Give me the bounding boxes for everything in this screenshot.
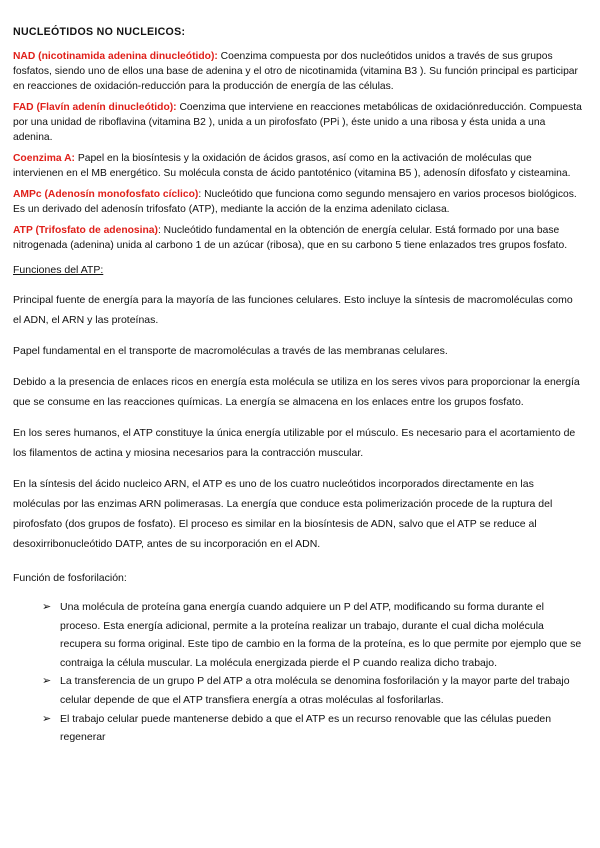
definition-text: Papel en la biosíntesis y la oxidación de ácidos grasos, así como en la activación de moléculas que intervienen en el MB energético. Su molécula consta de ácido pantoténico (vitamina B5 ), adenosín difosfato y cisteamina.	[13, 153, 571, 179]
list-item	[42, 710, 583, 747]
list-item	[42, 598, 583, 672]
definition-fad	[13, 100, 583, 145]
term-fad: FAD (Flavín adenín dinucleótido):	[13, 102, 177, 113]
list-item-text: Una molécula de proteína gana energía cuando adquiere un P del ATP, modificando su forma durante el proceso. Esta energía adicional, permite a la proteína realizar un trabajo, durante el cual dicha molécula recupera su forma original. Este tipo de cambio en la forma de la proteína, es lo que permite por ejemplo que se contraiga la célula muscular. La molécula energizada pierde el P cuando realiza dicho trabajo.	[60, 601, 582, 669]
definition-text: Coenzima que interviene en reacciones metabólicas de oxidaciónreducción. Compuesta por una unidad de riboflavina (vitamina B2 ), unida a un pirofosfato (PPi ), éste unido a una ribosa y ésta unida a una adenina.	[13, 102, 582, 143]
page-title: NUCLEÓTIDOS NO NUCLEICOS:	[13, 26, 186, 38]
function-paragraph: Debido a la presencia de enlaces ricos en energía esta molécula se utiliza en los seres vivos para proporcionar la energía que se consume en las reacciones químicas. La energía se almacena en los enlaces entre los grupos fosfato.	[13, 376, 580, 408]
function-paragraph: En los seres humanos, el ATP constituye la única energía utilizable por el músculo. Es necesario para el acortamiento de los filamentos de actina y miosina necesarios para la contracción muscular.	[13, 427, 576, 459]
arrow-bullet-icon: ➢	[42, 601, 52, 613]
function-paragraph: Principal fuente de energía para la mayoría de las funciones celulares. Esto incluye la síntesis de macromoléculas como el ADN, el ARN y las proteínas.	[13, 294, 573, 326]
definition-text: Coenzima compuesta por dos nucleótidos unidos a través de sus grupos fosfatos, siendo uno de ellos una base de adenina y el otro de nicotinamida (vitamina B3 ). Su función principal es participar en reacciones de oxidación-reducción para la producción de energía de las células.	[13, 51, 578, 92]
arrow-bullet-icon: ➢	[42, 712, 52, 725]
phosphorylation-heading: Función de fosforilación:	[13, 572, 127, 584]
list-item	[42, 672, 583, 709]
definition-ampc	[13, 187, 583, 217]
functions-heading: Funciones del ATP:	[13, 264, 104, 276]
document-page	[13, 26, 583, 747]
function-paragraph: En la síntesis del ácido nucleico ARN, el ATP es uno de los cuatro nucleótidos incorporados directamente en las moléculas por las enzimas ARN polimerasas. La energía que conduce esta polimerización procede de la ruptura del pirofosfato (dos grupos de fosfato). El proceso es similar en la biosíntesis de ADN, salvo que el ATP se reduce al desoxirribonucleótido DATP, antes de su incorporación en el ADN.	[13, 478, 553, 550]
term-atp: ATP (Trifosfato de adenosina)	[13, 225, 158, 236]
definition-text: : Nucleótido que funciona como segundo mensajero en varios procesos biológicos. Es un derivado del adenosín trifosfato (ATP), mediante la acción de la enzima adenilato ciclasa.	[13, 189, 577, 215]
definition-nad	[13, 49, 583, 94]
term-nad: NAD (nicotinamida adenina dinucleótido):	[13, 51, 218, 62]
definition-text: : Nucleótido fundamental en la obtención de energía celular. Está formado por una base nitrogenada (adenina) unida al carbono 1 de un azúcar (ribosa), que en su carbono 5 tiene enlazados tres grupos fosfato.	[13, 225, 568, 251]
phosphorylation-list	[13, 598, 583, 747]
arrow-bullet-icon: ➢	[42, 675, 52, 688]
definition-atp	[13, 223, 583, 253]
function-paragraph: Papel fundamental en el transporte de macromoléculas a través de las membranas celulares.	[13, 345, 448, 357]
term-coenzima-a: Coenzima A:	[13, 153, 75, 164]
list-item-text: La transferencia de un grupo P del ATP a otra molécula se denomina fosforilación y la mayor parte del trabajo celular depende de que el ATP transfiera energía a otras moléculas al fosforilarlas.	[60, 675, 570, 706]
list-item-text: El trabajo celular puede mantenerse debido a que el ATP es un recurso renovable que las células pueden regenerar	[60, 712, 552, 744]
term-ampc: AMPc (Adenosín monofosfato cíclico)	[13, 189, 199, 200]
definition-coenzima-a	[13, 151, 583, 181]
